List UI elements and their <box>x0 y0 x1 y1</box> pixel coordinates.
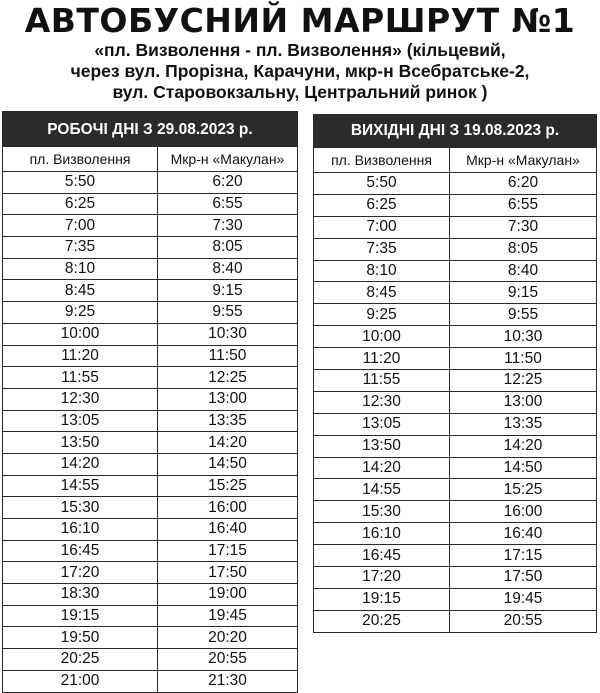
table-row <box>314 370 597 392</box>
departure-time-stop-b: 10:30 <box>450 326 597 348</box>
departure-time-stop-b: 15:25 <box>158 475 298 497</box>
column-header-stop-a: пл. Визволення <box>314 148 450 173</box>
departure-time-stop-a: 16:45 <box>3 540 158 562</box>
weekday-schedule-heading: РОБОЧІ ДНІ З 29.08.2023 р. <box>2 111 298 146</box>
departure-time-stop-b: 7:30 <box>158 215 298 237</box>
table-row <box>3 258 298 280</box>
table-row <box>314 523 597 545</box>
departure-time-stop-b: 21:30 <box>158 670 298 692</box>
table-row <box>3 215 298 237</box>
departure-time-stop-a: 8:45 <box>314 282 450 304</box>
table-row <box>314 413 597 435</box>
departure-time-stop-a: 12:30 <box>314 391 450 413</box>
departure-time-stop-a: 17:20 <box>3 562 158 584</box>
departure-time-stop-a: 9:25 <box>3 302 158 324</box>
departure-time-stop-a: 17:20 <box>314 567 450 589</box>
departure-time-stop-b: 12:25 <box>158 367 298 389</box>
departure-time-stop-a: 16:45 <box>314 545 450 567</box>
departure-time-stop-b: 19:45 <box>450 588 597 610</box>
column-header-stop-b: Мкр-н «Макулан» <box>450 148 597 173</box>
departure-time-stop-a: 7:35 <box>3 237 158 259</box>
column-header-stop-b: Мкр-н «Макулан» <box>158 147 298 172</box>
departure-time-stop-a: 13:05 <box>3 410 158 432</box>
weekday-schedule <box>2 111 298 693</box>
table-row <box>3 410 298 432</box>
departure-time-stop-b: 10:30 <box>158 323 298 345</box>
departure-time-stop-a: 14:20 <box>3 453 158 475</box>
timetable-header-row <box>314 148 597 173</box>
departure-time-stop-a: 19:15 <box>3 605 158 627</box>
table-row <box>3 584 298 606</box>
weekend-timetable <box>313 147 597 633</box>
departure-time-stop-a: 13:50 <box>314 435 450 457</box>
table-row <box>314 238 597 260</box>
departure-time-stop-a: 19:50 <box>3 627 158 649</box>
departure-time-stop-a: 5:50 <box>314 173 450 195</box>
table-row <box>314 326 597 348</box>
table-row <box>314 260 597 282</box>
table-row <box>314 479 597 501</box>
table-row <box>3 193 298 215</box>
departure-time-stop-a: 8:45 <box>3 280 158 302</box>
departure-time-stop-b: 6:55 <box>158 193 298 215</box>
table-row <box>314 501 597 523</box>
departure-time-stop-b: 19:00 <box>158 584 298 606</box>
departure-time-stop-b: 14:50 <box>158 453 298 475</box>
table-row <box>3 345 298 367</box>
departure-time-stop-a: 14:55 <box>314 479 450 501</box>
departure-time-stop-b: 8:40 <box>158 258 298 280</box>
table-row <box>3 432 298 454</box>
departure-time-stop-a: 8:10 <box>3 258 158 280</box>
departure-time-stop-b: 14:20 <box>158 432 298 454</box>
departure-time-stop-b: 9:15 <box>450 282 597 304</box>
departure-time-stop-b: 6:20 <box>158 172 298 194</box>
table-row <box>314 457 597 479</box>
table-row <box>3 649 298 671</box>
departure-time-stop-b: 13:35 <box>450 413 597 435</box>
table-row <box>3 237 298 259</box>
table-row <box>314 348 597 370</box>
departure-time-stop-a: 8:10 <box>314 260 450 282</box>
departure-time-stop-a: 11:55 <box>3 367 158 389</box>
departure-time-stop-b: 13:00 <box>450 391 597 413</box>
weekend-schedule <box>313 114 597 633</box>
table-row <box>3 367 298 389</box>
departure-time-stop-b: 16:40 <box>158 519 298 541</box>
departure-time-stop-a: 5:50 <box>3 172 158 194</box>
table-row <box>3 670 298 692</box>
departure-time-stop-a: 21:00 <box>3 670 158 692</box>
departure-time-stop-a: 7:00 <box>3 215 158 237</box>
table-row <box>3 388 298 410</box>
weekend-schedule-heading: ВИХІДНІ ДНІ З 19.08.2023 р. <box>313 114 597 147</box>
table-row <box>314 545 597 567</box>
departure-time-stop-a: 13:50 <box>3 432 158 454</box>
departure-time-stop-b: 9:55 <box>450 304 597 326</box>
table-row <box>314 173 597 195</box>
departure-time-stop-b: 8:05 <box>158 237 298 259</box>
route-description-line: через вул. Прорізна, Карачуни, мкр-н Всебратське-2, <box>70 61 530 81</box>
departure-time-stop-a: 16:10 <box>314 523 450 545</box>
table-row <box>314 194 597 216</box>
table-row <box>3 475 298 497</box>
departure-time-stop-b: 9:15 <box>158 280 298 302</box>
departure-time-stop-b: 8:05 <box>450 238 597 260</box>
table-row <box>3 280 298 302</box>
table-row <box>3 540 298 562</box>
departure-time-stop-b: 14:20 <box>450 435 597 457</box>
departure-time-stop-b: 16:40 <box>450 523 597 545</box>
route-description <box>20 40 580 103</box>
departure-time-stop-b: 20:55 <box>158 649 298 671</box>
table-row <box>3 453 298 475</box>
departure-time-stop-b: 8:40 <box>450 260 597 282</box>
table-row <box>314 216 597 238</box>
table-row <box>314 282 597 304</box>
table-row <box>3 519 298 541</box>
table-row <box>3 562 298 584</box>
departure-time-stop-b: 12:25 <box>450 370 597 392</box>
departure-time-stop-a: 7:35 <box>314 238 450 260</box>
departure-time-stop-a: 15:30 <box>3 497 158 519</box>
weekday-timetable-body <box>3 172 298 693</box>
departure-time-stop-b: 17:50 <box>158 562 298 584</box>
departure-time-stop-b: 19:45 <box>158 605 298 627</box>
table-row <box>314 304 597 326</box>
departure-time-stop-a: 16:10 <box>3 519 158 541</box>
page-title: АВТОБУСНИЙ МАРШРУТ №1 <box>24 1 576 40</box>
departure-time-stop-a: 19:15 <box>314 588 450 610</box>
departure-time-stop-b: 9:55 <box>158 302 298 324</box>
departure-time-stop-a: 15:30 <box>314 501 450 523</box>
departure-time-stop-a: 18:30 <box>3 584 158 606</box>
departure-time-stop-b: 6:20 <box>450 173 597 195</box>
table-row <box>314 435 597 457</box>
timetable-header-row <box>3 147 298 172</box>
departure-time-stop-b: 16:00 <box>158 497 298 519</box>
table-row <box>3 627 298 649</box>
departure-time-stop-b: 17:15 <box>158 540 298 562</box>
departure-time-stop-b: 17:50 <box>450 567 597 589</box>
departure-time-stop-a: 11:55 <box>314 370 450 392</box>
departure-time-stop-b: 15:25 <box>450 479 597 501</box>
departure-time-stop-a: 14:55 <box>3 475 158 497</box>
table-row <box>3 323 298 345</box>
departure-time-stop-a: 12:30 <box>3 388 158 410</box>
departure-time-stop-b: 7:30 <box>450 216 597 238</box>
departure-time-stop-a: 13:05 <box>314 413 450 435</box>
table-row <box>3 172 298 194</box>
departure-time-stop-b: 20:20 <box>158 627 298 649</box>
departure-time-stop-b: 13:35 <box>158 410 298 432</box>
departure-time-stop-b: 20:55 <box>450 610 597 632</box>
departure-time-stop-a: 6:25 <box>3 193 158 215</box>
departure-time-stop-a: 9:25 <box>314 304 450 326</box>
weekday-timetable <box>2 146 298 693</box>
departure-time-stop-b: 14:50 <box>450 457 597 479</box>
table-row <box>314 610 597 632</box>
departure-time-stop-a: 10:00 <box>3 323 158 345</box>
table-row <box>314 391 597 413</box>
route-description-line: «пл. Визволення - пл. Визволення» (кільцевий, <box>94 40 506 60</box>
route-description-line: вул. Старовокзальну, Центральний ринок ) <box>112 82 488 102</box>
departure-time-stop-a: 10:00 <box>314 326 450 348</box>
departure-time-stop-b: 16:00 <box>450 501 597 523</box>
departure-time-stop-a: 11:20 <box>314 348 450 370</box>
departure-time-stop-a: 6:25 <box>314 194 450 216</box>
departure-time-stop-a: 14:20 <box>314 457 450 479</box>
table-row <box>3 497 298 519</box>
table-row <box>3 605 298 627</box>
departure-time-stop-b: 11:50 <box>450 348 597 370</box>
departure-time-stop-a: 7:00 <box>314 216 450 238</box>
table-row <box>314 567 597 589</box>
departure-time-stop-b: 13:00 <box>158 388 298 410</box>
departure-time-stop-a: 20:25 <box>3 649 158 671</box>
departure-time-stop-b: 11:50 <box>158 345 298 367</box>
table-row <box>3 302 298 324</box>
departure-time-stop-a: 11:20 <box>3 345 158 367</box>
departure-time-stop-b: 6:55 <box>450 194 597 216</box>
departure-time-stop-a: 20:25 <box>314 610 450 632</box>
table-row <box>314 588 597 610</box>
column-header-stop-a: пл. Визволення <box>3 147 158 172</box>
departure-time-stop-b: 17:15 <box>450 545 597 567</box>
weekend-timetable-body <box>314 173 597 633</box>
